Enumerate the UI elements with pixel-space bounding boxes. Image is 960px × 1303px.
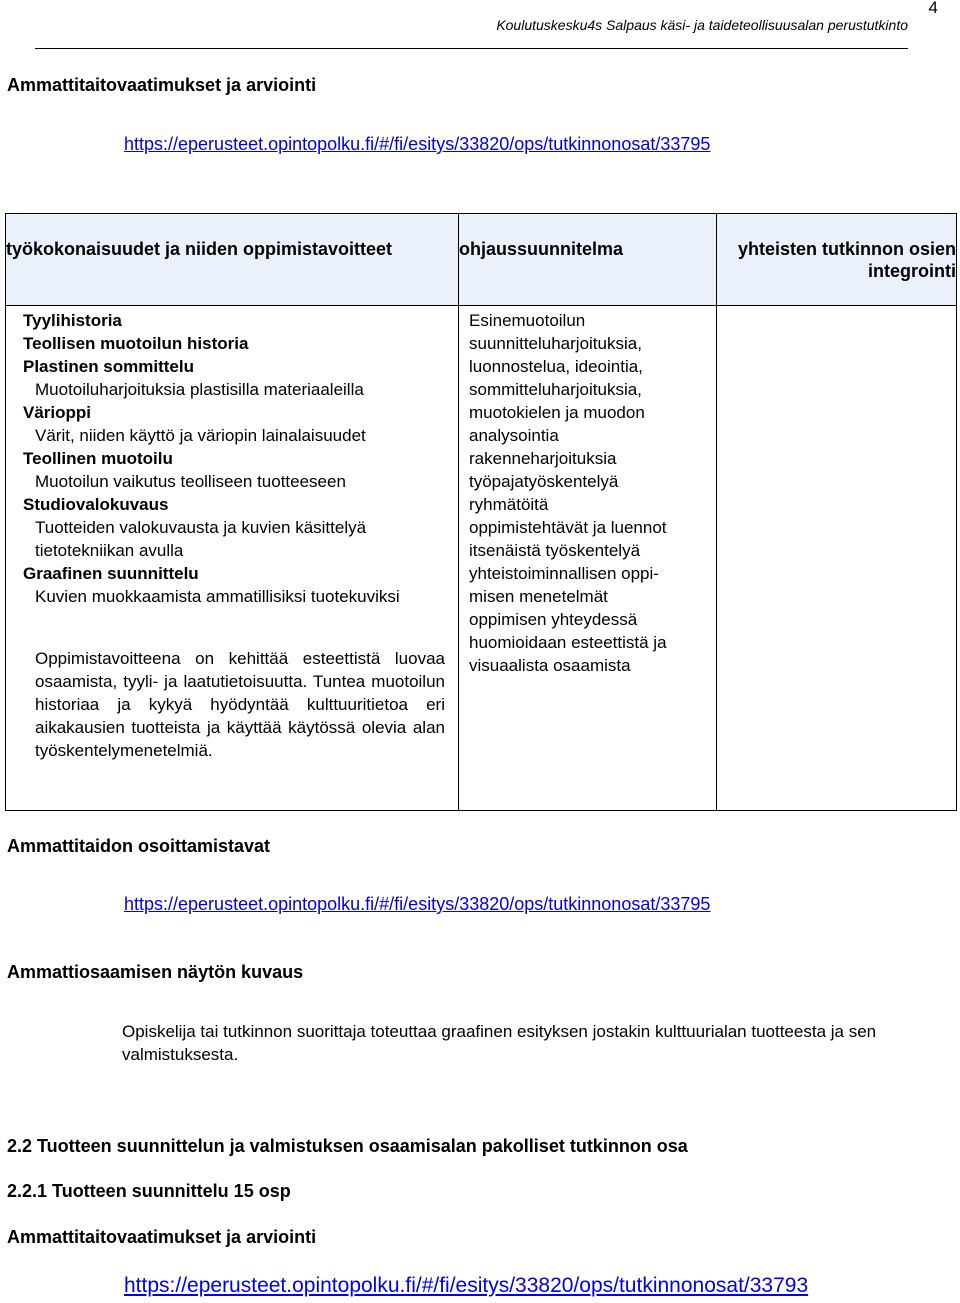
guidance-line: visuaalista osaamista: [469, 656, 631, 675]
guidance-line: oppimisen yhteydessä: [469, 610, 638, 629]
guidance-plan-content: [459, 306, 716, 677]
topic-title: Teollisen muotoilun historia: [23, 334, 249, 353]
table-row: [6, 306, 957, 811]
section-heading-requirements: Ammattitaitovaatimukset ja arviointi: [7, 75, 317, 95]
section-heading-demonstration-methods: Ammattitaidon osoittamistavat: [7, 836, 271, 856]
topic-description: Kuvien muokkaamista ammatillisiksi tuotekuviksi: [35, 587, 400, 606]
integration-cell: [717, 306, 957, 811]
eperusteet-link[interactable]: https://eperusteet.opintopolku.fi/#/fi/esitys/33820/ops/tutkinnonosat/33793: [124, 1274, 809, 1297]
header-rule: [35, 48, 908, 49]
topic-description: Värit, niiden käyttö ja väriopin lainalaisuudet: [35, 426, 366, 445]
topic-description: Tuotteiden valokuvausta ja kuvien käsittelyä tietotekniikan avulla: [35, 518, 367, 560]
guidance-line: analysointia: [469, 426, 559, 445]
guidance-line: itsenäistä työskentelyä: [469, 541, 641, 560]
learning-goals-content: [6, 306, 458, 762]
eperusteet-link[interactable]: https://eperusteet.opintopolku.fi/#/fi/esitys/33820/ops/tutkinnonosat/33795: [124, 894, 711, 914]
topic-title: Värioppi: [23, 403, 92, 422]
guidance-line: Esinemuotoilun: [469, 311, 586, 330]
guidance-line: ryhmätöitä: [469, 495, 549, 514]
guidance-line: oppimistehtävät ja luennot: [469, 518, 667, 537]
eperusteet-link[interactable]: https://eperusteet.opintopolku.fi/#/fi/esitys/33820/ops/tutkinnonosat/33795: [124, 134, 711, 154]
table-header-row: [6, 214, 957, 306]
running-header: Koulutuskesku4s Salpaus käsi- ja taideteollisuusalan perustutkinto: [496, 17, 908, 33]
section-heading-mandatory-parts: 2.2 Tuotteen suunnittelun ja valmistuksen osaamisalan pakolliset tutkinnon osa: [7, 1136, 688, 1156]
guidance-line: yhteistoiminnallisen oppi-: [469, 564, 659, 583]
topic-title: Studiovalokuvaus: [23, 495, 169, 514]
guidance-line: luonnostelua, ideointia,: [469, 357, 643, 376]
guidance-line: sommitteluharjoituksia,: [469, 380, 642, 399]
section-heading-demonstration-description: Ammattiosaamisen näytön kuvaus: [7, 962, 304, 982]
page-number: 4: [928, 0, 938, 17]
guidance-line: rakenneharjoituksia: [469, 449, 617, 468]
topic-title: Teollinen muotoilu: [23, 449, 173, 468]
topic-title: Plastinen sommittelu: [23, 357, 194, 376]
column-header-integration: yhteisten tutkinnon osien integrointi: [717, 214, 957, 306]
topic-title: Tyylihistoria: [23, 311, 122, 330]
column-header-learning-goals: työkokonaisuudet ja niiden oppimistavoitteet: [6, 214, 459, 306]
guidance-line: huomioidaan esteettistä ja: [469, 633, 667, 652]
learning-goals-cell: [6, 306, 459, 811]
guidance-plan-cell: [459, 306, 717, 811]
topic-title: Graafinen suunnittelu: [23, 564, 199, 583]
column-header-guidance-plan: ohjaussuunnitelma: [459, 214, 717, 306]
learning-outcome-text: Oppimistavoitteena on kehittää esteettistä luovaa osaamista, tyyli- ja laatutietoisuutta. Tuntea muotoilun historiaa ja kykyä hyödyntää kulttuuritietoa eri aikakausien tuotteista ja käyttää käytössä olevia alan työskentelymenetelmiä.: [35, 649, 445, 760]
topic-description: Muotoilun vaikutus teolliseen tuotteeseen: [35, 472, 346, 491]
section-heading-requirements-2: Ammattitaitovaatimukset ja arviointi: [7, 1227, 317, 1247]
section-heading-product-design: 2.2.1 Tuotteen suunnittelu 15 osp: [7, 1181, 291, 1201]
guidance-line: työpajatyöskentelyä: [469, 472, 619, 491]
topic-description: Muotoiluharjoituksia plastisilla materiaaleilla: [35, 380, 364, 399]
guidance-line: muotokielen ja muodon: [469, 403, 645, 422]
guidance-line: suunnitteluharjoituksia,: [469, 334, 642, 353]
demonstration-description-text: Opiskelija tai tutkinnon suorittaja toteuttaa graafinen esityksen jostakin kulttuurialan tuotteesta ja sen valmistuksesta.: [122, 1022, 877, 1064]
study-plan-table: [5, 213, 957, 811]
guidance-line: misen menetelmät: [469, 587, 608, 606]
